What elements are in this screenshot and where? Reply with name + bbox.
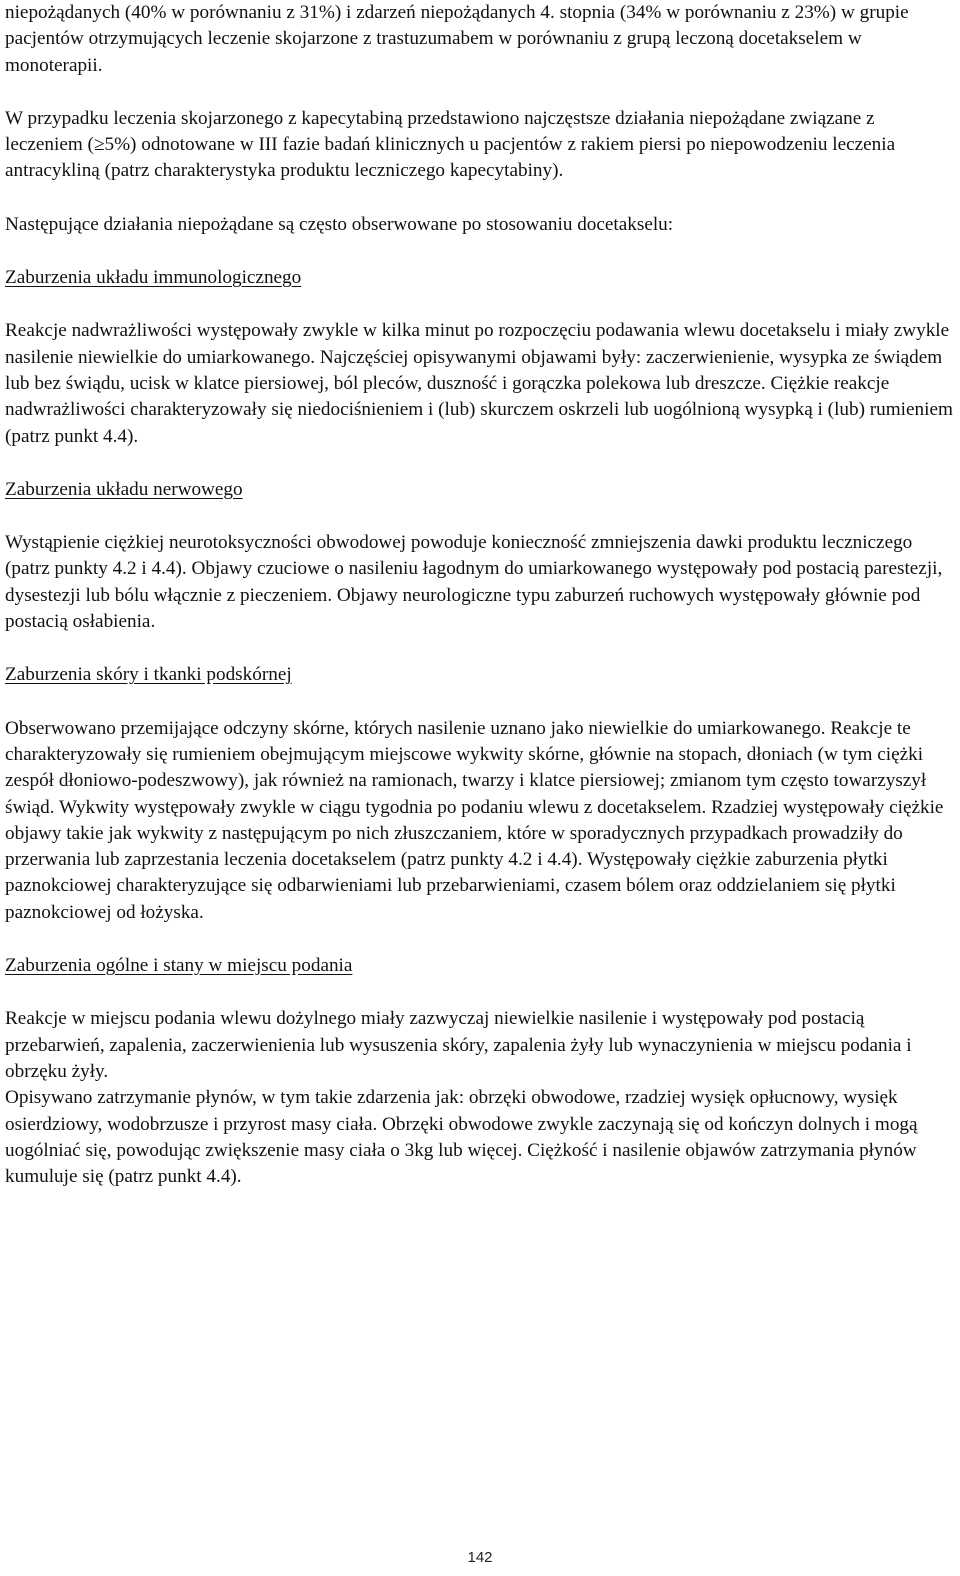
- spacer: [5, 291, 953, 318]
- section-immune-system: [5, 265, 953, 450]
- spacer: [5, 185, 953, 212]
- section-body-paragraph: Reakcje w miejscu podania wlewu dożylnego miały zazwyczaj niewielkie nasilenie i występowały pod postacią przebarwień, zapalenia, zaczerwienienia lub wysuszenia skóry, zapalenia żyły lub wynaczynienia w miejscu podania i obrzęku żyły.: [5, 1008, 912, 1082]
- section-nervous-system: [5, 477, 953, 635]
- spacer: [5, 635, 953, 662]
- paragraph-intro-continuation: niepożądanych (40% w porównaniu z 31%) i zdarzeń niepożądanych 4. stopnia (34% w porównaniu z 23%) w grupie pacjentów otrzymujących leczenie skojarzone z trastuzumabem w porównaniu z grupą leczoną docetakselem w monoterapii.: [5, 2, 909, 76]
- spacer: [5, 926, 953, 953]
- section-body-paragraph: Reakcje nadwrażliwości występowały zwykle w kilka minut po rozpoczęciu podawania wlewu docetakselu i miały zwykle nasilenie niewielkie do umiarkowanego. Najczęściej opisywanymi objawami były: zaczerwienienie, wysypka ze świądem lub bez świądu, ucisk w klatce piersiowej, ból pleców, duszność i gorączka polekowa lub dreszcze. Ciężkie reakcje nadwrażliwości charakteryzowały się niedociśnieniem i (lub) skurczem oskrzeli lub uogólnioną wysypką i (lub) rumieniem (patrz punkt 4.4).: [5, 320, 953, 447]
- spacer: [5, 238, 953, 265]
- paragraph-common-reactions: Następujące działania niepożądane są często obserwowane po stosowaniu docetakselu:: [5, 213, 674, 235]
- spacer: [5, 79, 953, 106]
- section-body-paragraph: Opisywano zatrzymanie płynów, w tym takie zdarzenia jak: obrzęki obwodowe, rzadziej wysięk opłucnowy, wysięk osierdziowy, wodobrzusze i przyrost masy ciała. Obrzęki obwodowe zwykle zaczynają się od kończyn dolnych i mogą uogólniać się, powodując zwiększenie masy ciała o 3kg lub więcej. Ciężkość i nasilenie objawów zatrzymania płynów kumuluje się (patrz punkt 4.4).: [5, 1087, 918, 1188]
- spacer: [5, 689, 953, 716]
- section-heading: Zaburzenia układu nerwowego: [5, 478, 243, 500]
- section-heading: Zaburzenia ogólne i stany w miejscu podania: [5, 955, 353, 977]
- section-body-paragraph: Obserwowano przemijające odczyny skórne, których nasilenie uznano jako niewielkie do umiarkowanego. Reakcje te charakteryzowały się rumieniem obejmującym miejscowe wykwity skórne, głównie na stopach, dłoniach (w tym ciężki zespół dłoniowo-podeszwowy), jak również na ramionach, twarzy i klatce piersiowej; zmianom tym często towarzyszył świąd. Wykwity występowały zwykle w ciągu tygodnia po podaniu wlewu z docetakselem. Rzadziej występowały ciężkie objawy takie jak wykwity z następującym po nich złuszczaniem, które w sporadycznych przypadkach prowadziły do przerwania lub zaprzestania leczenia docetakselem (patrz punkty 4.2 i 4.4). Występowały ciężkie zaburzenia płytki paznokciowej charakteryzujące się odbarwieniami lub przebarwieniami, czasem bólem oraz oddzielaniem się płytki paznokciowej od łożyska.: [5, 717, 944, 923]
- section-body-paragraph: Wystąpienie ciężkiej neurotoksyczności obwodowej powoduje konieczność zmniejszenia dawki produktu leczniczego (patrz punkty 4.2 i 4.4). Objawy czuciowe o nasileniu łagodnym do umiarkowanego występowały pod postacią parestezji, dysestezji lub bólu włącznie z pieczeniem. Objawy neurologiczne typu zaburzeń ruchowych występowały głównie pod postacią osłabienia.: [5, 532, 943, 633]
- section-heading: Zaburzenia układu immunologicznego: [5, 267, 302, 289]
- section-heading: Zaburzenia skóry i tkanki podskórnej: [5, 664, 292, 686]
- section-skin: [5, 662, 953, 926]
- paragraph-capecitabine: W przypadku leczenia skojarzonego z kapecytabiną przedstawiono najczęstsze działania niepożądane związane z leczeniem (≥5%) odnotowane w III fazie badań klinicznych u pacjentów z rakiem piersi po niepowodzeniu leczenia antracykliną (patrz charakterystyka produktu leczniczego kapecytabiny).: [5, 107, 896, 182]
- spacer: [5, 979, 953, 1006]
- document-page: [5, 0, 953, 1190]
- section-general-disorders: [5, 953, 953, 1190]
- spacer: [5, 450, 953, 477]
- spacer: [5, 503, 953, 530]
- page-number: 142: [467, 1549, 493, 1566]
